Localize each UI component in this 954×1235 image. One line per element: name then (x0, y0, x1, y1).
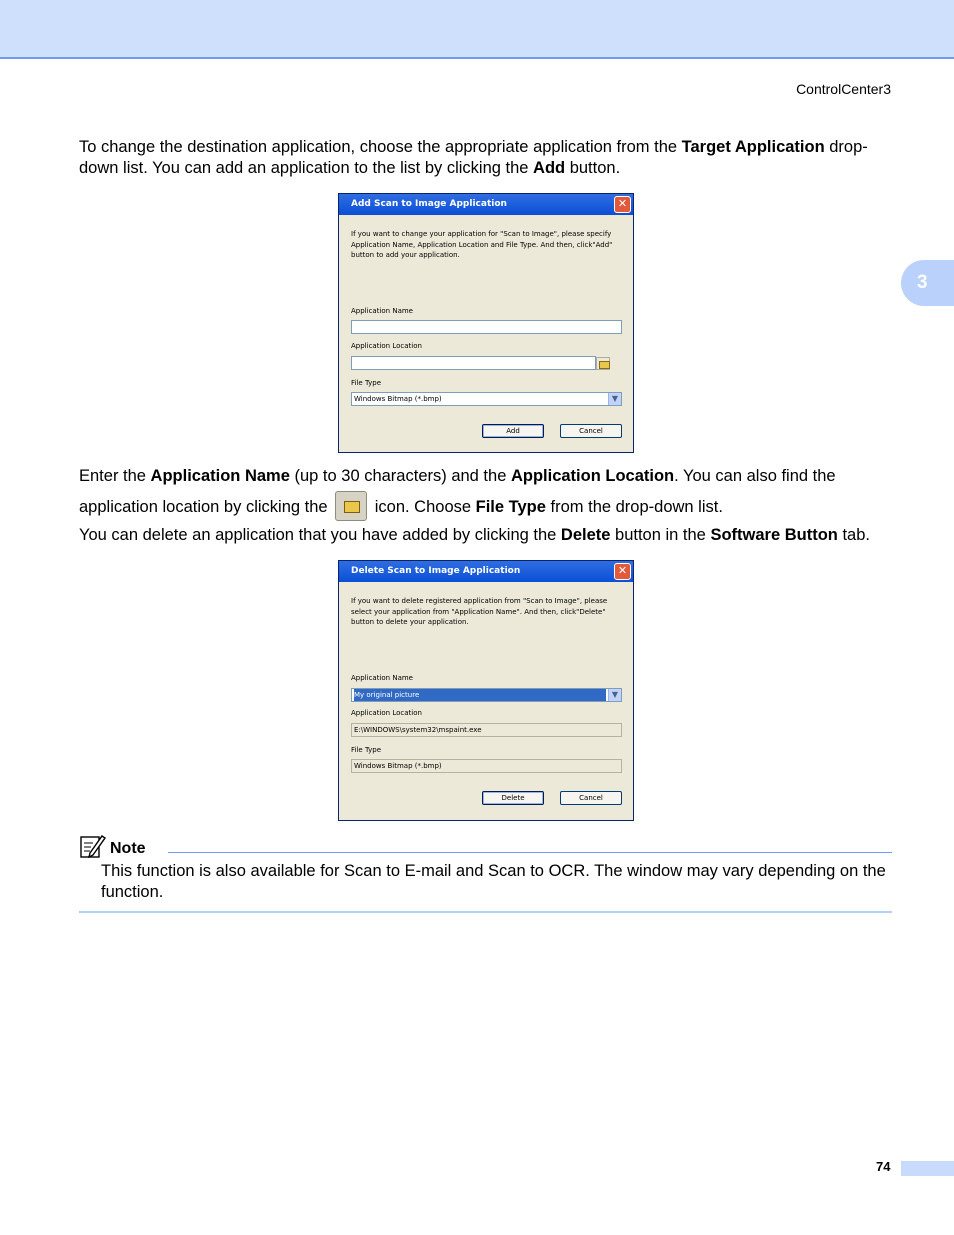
text: . You can also find the application location by clicking the (79, 467, 836, 516)
note-divider-top (168, 852, 892, 853)
app-name-value: My original picture (354, 689, 606, 701)
dialog-title: Add Scan to Image Application (351, 199, 507, 209)
dropdown-arrow-icon[interactable]: ▼ (608, 393, 621, 405)
dropdown-arrow-icon[interactable]: ▼ (608, 689, 621, 701)
file-type-label: File Type (351, 379, 382, 387)
cancel-button[interactable]: Cancel (560, 791, 622, 805)
text: To change the destination application, choose the appropriate application from the (79, 138, 682, 156)
dialog-titlebar (339, 561, 633, 582)
note-header (80, 834, 892, 858)
note-body: This function is also available for Scan to E-mail and Scan to OCR. The window may vary depending on the function. (101, 862, 886, 901)
app-location-field: E:\WINDOWS\system32\mspaint.exe (351, 723, 622, 737)
cancel-button[interactable]: Cancel (560, 424, 622, 438)
text: from the drop-down list. (545, 498, 723, 516)
file-type-field: Windows Bitmap (*.bmp) (351, 759, 622, 773)
add-scan-dialog (338, 193, 634, 453)
paragraph-target-application (79, 137, 893, 178)
dialog-title: Delete Scan to Image Application (351, 566, 521, 576)
app-location-label: Application Location (351, 709, 422, 717)
text: tab. (837, 526, 870, 544)
text: button. (565, 158, 621, 177)
bold-target-application: Target Application (681, 138, 825, 156)
file-type-value: Windows Bitmap (*.bmp) (354, 395, 442, 403)
bold-application-location: Application Location (510, 467, 675, 485)
page-number-bar (901, 1161, 954, 1176)
note-divider-bottom (79, 911, 892, 913)
app-location-label: Application Location (351, 342, 422, 350)
close-icon[interactable]: ✕ (614, 196, 631, 213)
delete-button[interactable]: Delete (482, 791, 544, 805)
folder-icon[interactable] (596, 357, 610, 370)
text: drop-down list. You can add an application to the list by clicking the (79, 138, 868, 177)
app-name-label: Application Name (351, 674, 413, 682)
add-button[interactable]: Add (482, 424, 544, 438)
file-type-label: File Type (351, 746, 382, 754)
page-number: 74 (876, 1159, 891, 1174)
paragraph-application-name (79, 461, 893, 522)
close-icon[interactable]: ✕ (614, 563, 631, 580)
bold-delete: Delete (560, 526, 611, 544)
bold-add: Add (533, 158, 566, 177)
running-header: ControlCenter3 (796, 81, 891, 97)
app-name-label: Application Name (351, 307, 413, 315)
app-name-input[interactable] (351, 320, 622, 334)
bold-software-button: Software Button (710, 526, 838, 544)
folder-icon (335, 491, 367, 521)
app-name-select[interactable] (351, 688, 622, 702)
text: (up to 30 characters) and the (289, 467, 511, 485)
dialog-message: If you want to delete registered application from "Scan to Image", please select your application from "Application Name". And then, click"Delete" button to delete your application. (351, 597, 608, 626)
delete-scan-dialog (338, 560, 634, 821)
bold-file-type: File Type (475, 498, 546, 516)
paragraph-delete (79, 525, 893, 546)
text: Enter the (79, 467, 151, 485)
bold-application-name: Application Name (150, 467, 290, 485)
chapter-tab: 3 (901, 260, 954, 306)
app-location-input[interactable] (351, 356, 596, 370)
dialog-titlebar (339, 194, 633, 215)
text: button in the (610, 526, 711, 544)
note-title: Note (110, 840, 146, 857)
top-band (0, 0, 954, 59)
note-pencil-icon (80, 834, 106, 858)
dialog-message: If you want to change your application for "Scan to Image", please specify Application Name, Application Location and File Type. And then, click"Add" button to add your application. (351, 230, 613, 259)
text: You can delete an application that you have added by clicking the (79, 526, 561, 544)
file-type-select[interactable] (351, 392, 622, 406)
text: icon. Choose (370, 498, 476, 516)
